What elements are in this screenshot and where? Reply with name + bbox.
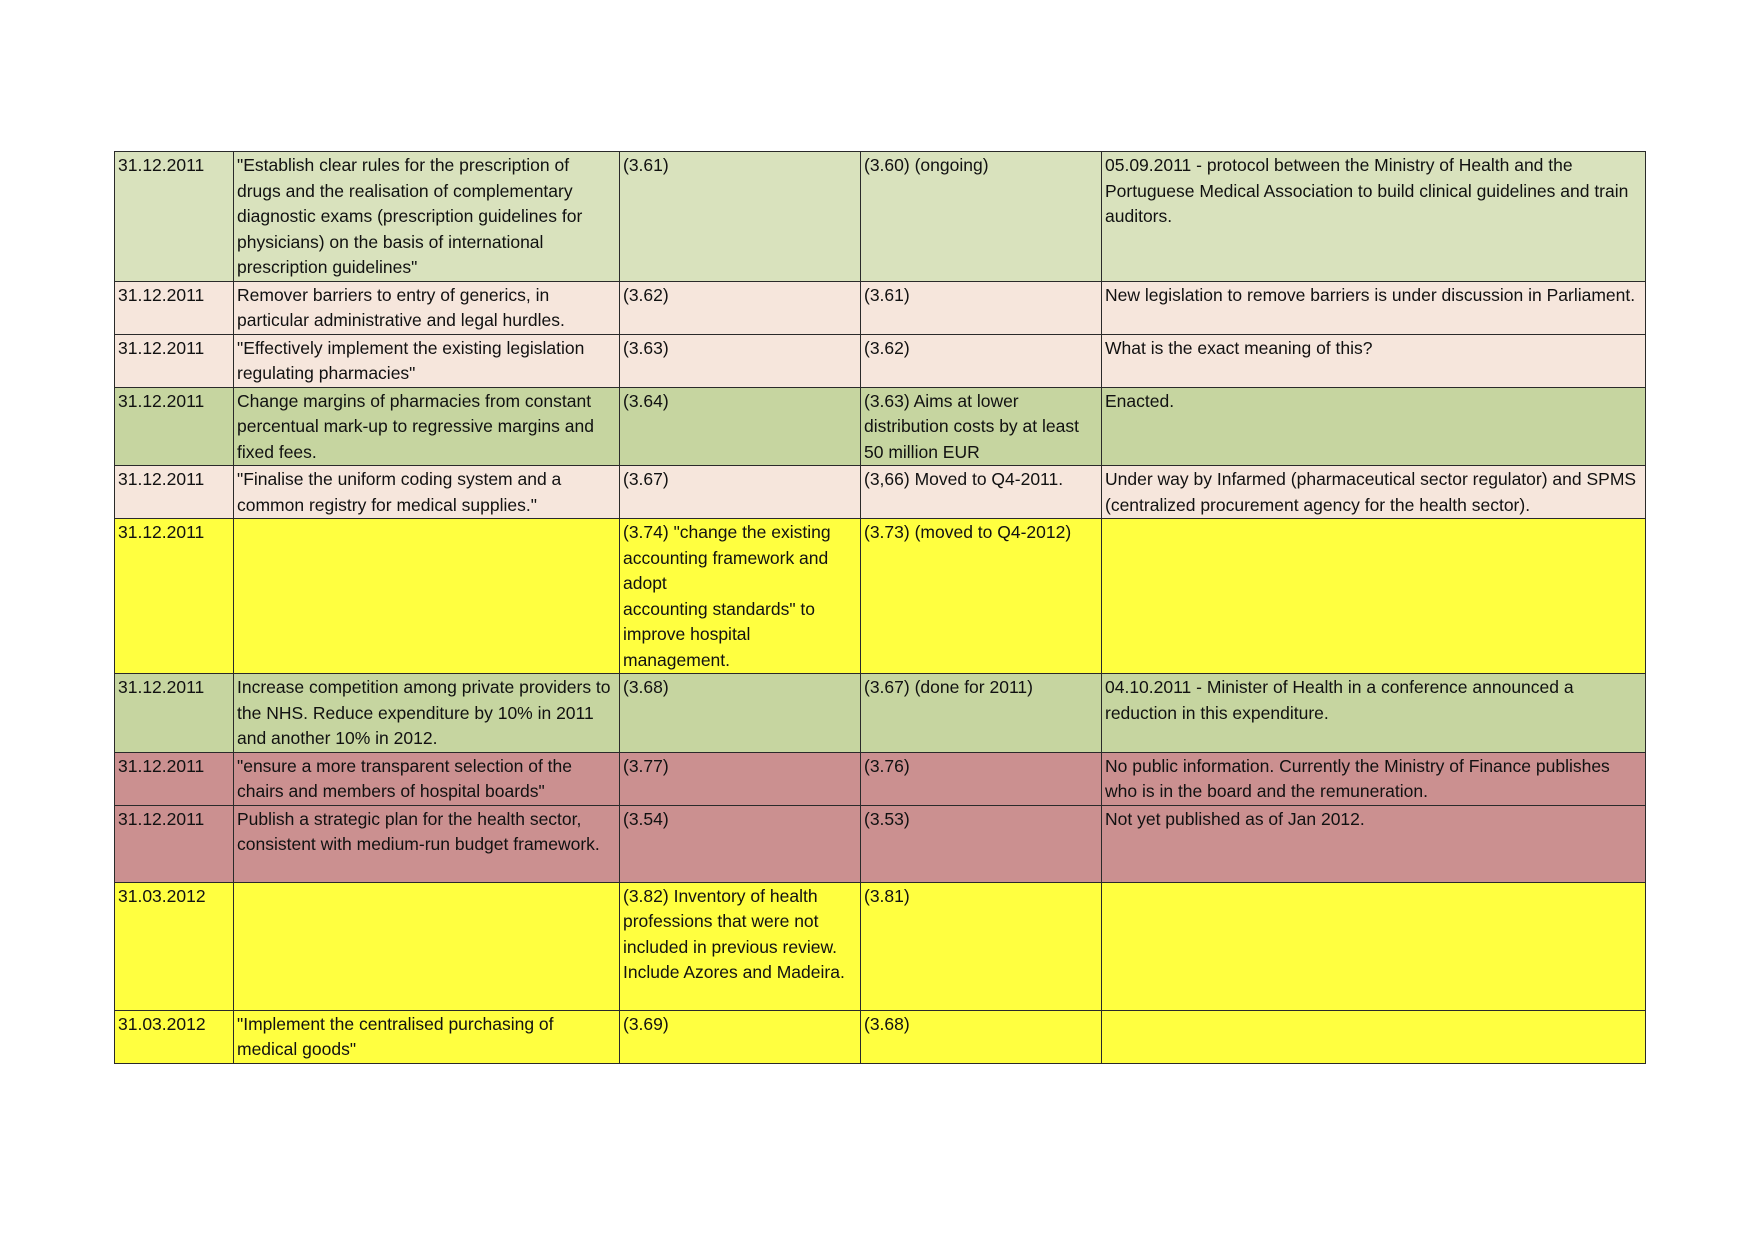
status-cell: Not yet published as of Jan 2012. bbox=[1102, 805, 1646, 882]
measure-cell: "Finalise the uniform coding system and a common registry for medical supplies." bbox=[234, 466, 620, 519]
table-row bbox=[115, 752, 1646, 805]
measure-cell: Publish a strategic plan for the health sector, consistent with medium-run budget framework. bbox=[234, 805, 620, 882]
status-cell bbox=[1102, 1010, 1646, 1063]
date-cell: 31.03.2012 bbox=[115, 1010, 234, 1063]
date-cell: 31.12.2011 bbox=[115, 152, 234, 282]
measure-cell bbox=[234, 519, 620, 674]
previous-reference-cell: (3.81) bbox=[861, 882, 1102, 1010]
status-cell: No public information. Currently the Ministry of Finance publishes who is in the board and the remuneration. bbox=[1102, 752, 1646, 805]
reference-cell: (3.63) bbox=[620, 334, 861, 387]
previous-reference-cell: (3.63) Aims at lower distribution costs by at least 50 million EUR bbox=[861, 387, 1102, 466]
previous-reference-cell: (3.76) bbox=[861, 752, 1102, 805]
reference-cell: (3.62) bbox=[620, 281, 861, 334]
previous-reference-cell: (3.67) (done for 2011) bbox=[861, 674, 1102, 753]
table-row bbox=[115, 281, 1646, 334]
previous-reference-cell: (3.62) bbox=[861, 334, 1102, 387]
previous-reference-cell: (3,66) Moved to Q4-2011. bbox=[861, 466, 1102, 519]
reference-cell: (3.54) bbox=[620, 805, 861, 882]
table-row bbox=[115, 882, 1646, 1010]
status-cell: Under way by Infarmed (pharmaceutical sector regulator) and SPMS (centralized procurement agency for the health sector). bbox=[1102, 466, 1646, 519]
table-row bbox=[115, 387, 1646, 466]
reference-cell: (3.74) "change the existing accounting framework and adopt accounting standards" to improve hospital management. bbox=[620, 519, 861, 674]
date-cell: 31.12.2011 bbox=[115, 281, 234, 334]
measure-cell: "ensure a more transparent selection of the chairs and members of hospital boards" bbox=[234, 752, 620, 805]
measure-cell: "Effectively implement the existing legislation regulating pharmacies" bbox=[234, 334, 620, 387]
status-cell: Enacted. bbox=[1102, 387, 1646, 466]
reference-cell: (3.68) bbox=[620, 674, 861, 753]
status-cell bbox=[1102, 882, 1646, 1010]
reference-cell: (3.61) bbox=[620, 152, 861, 282]
date-cell: 31.12.2011 bbox=[115, 334, 234, 387]
table-row bbox=[115, 334, 1646, 387]
reference-cell: (3.82) Inventory of health professions that were not included in previous review. Include Azores and Madeira. bbox=[620, 882, 861, 1010]
table-row bbox=[115, 674, 1646, 753]
previous-reference-cell: (3.61) bbox=[861, 281, 1102, 334]
previous-reference-cell: (3.60) (ongoing) bbox=[861, 152, 1102, 282]
table-row bbox=[115, 152, 1646, 282]
date-cell: 31.03.2012 bbox=[115, 882, 234, 1010]
measure-cell: Remover barriers to entry of generics, in particular administrative and legal hurdles. bbox=[234, 281, 620, 334]
table-row bbox=[115, 466, 1646, 519]
status-cell: New legislation to remove barriers is under discussion in Parliament. bbox=[1102, 281, 1646, 334]
status-cell: 04.10.2011 - Minister of Health in a conference announced a reduction in this expenditure. bbox=[1102, 674, 1646, 753]
reference-cell: (3.69) bbox=[620, 1010, 861, 1063]
measure-cell: Increase competition among private providers to the NHS. Reduce expenditure by 10% in 2011 and another 10% in 2012. bbox=[234, 674, 620, 753]
measure-cell: "Establish clear rules for the prescription of drugs and the realisation of complementary diagnostic exams (prescription guidelines for physicians) on the basis of international prescription guidelines" bbox=[234, 152, 620, 282]
table-row bbox=[115, 1010, 1646, 1063]
measure-cell bbox=[234, 882, 620, 1010]
measure-cell: Change margins of pharmacies from constant percentual mark-up to regressive margins and fixed fees. bbox=[234, 387, 620, 466]
table-row bbox=[115, 805, 1646, 882]
date-cell: 31.12.2011 bbox=[115, 674, 234, 753]
measures-table bbox=[114, 151, 1646, 1064]
reference-cell: (3.67) bbox=[620, 466, 861, 519]
date-cell: 31.12.2011 bbox=[115, 805, 234, 882]
measure-cell: "Implement the centralised purchasing of medical goods" bbox=[234, 1010, 620, 1063]
previous-reference-cell: (3.68) bbox=[861, 1010, 1102, 1063]
previous-reference-cell: (3.53) bbox=[861, 805, 1102, 882]
status-cell: 05.09.2011 - protocol between the Ministry of Health and the Portuguese Medical Association to build clinical guidelines and train auditors. bbox=[1102, 152, 1646, 282]
status-cell bbox=[1102, 519, 1646, 674]
date-cell: 31.12.2011 bbox=[115, 466, 234, 519]
status-cell: What is the exact meaning of this? bbox=[1102, 334, 1646, 387]
date-cell: 31.12.2011 bbox=[115, 752, 234, 805]
reference-cell: (3.77) bbox=[620, 752, 861, 805]
reference-cell: (3.64) bbox=[620, 387, 861, 466]
table-row bbox=[115, 519, 1646, 674]
date-cell: 31.12.2011 bbox=[115, 519, 234, 674]
date-cell: 31.12.2011 bbox=[115, 387, 234, 466]
previous-reference-cell: (3.73) (moved to Q4-2012) bbox=[861, 519, 1102, 674]
